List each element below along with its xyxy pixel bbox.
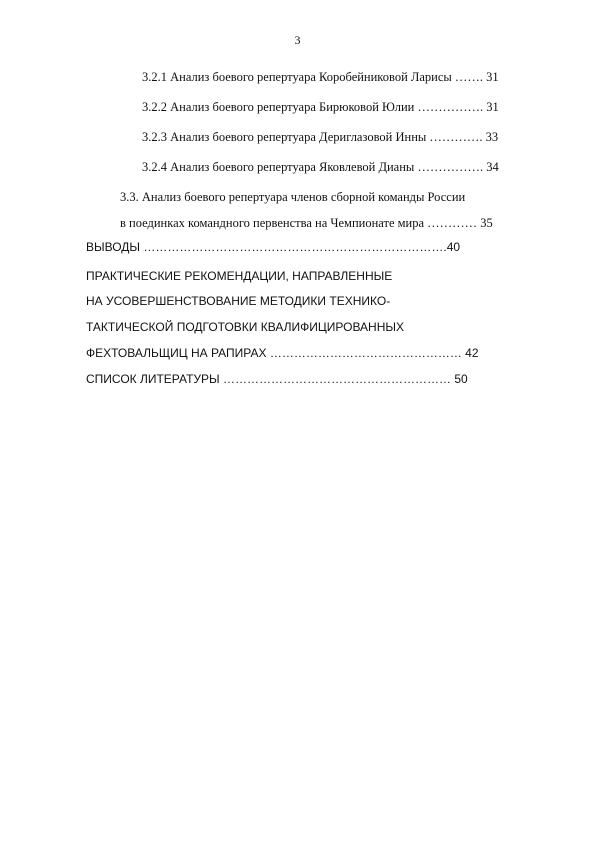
toc-entry-recommendations-line1: ПРАКТИЧЕСКИЕ РЕКОМЕНДАЦИИ, НАПРАВЛЕННЫЕ xyxy=(86,269,393,283)
toc-entry-recommendations-line2: НА УСОВЕРШЕНСТВОВАНИЕ МЕТОДИКИ ТЕХНИКО- xyxy=(86,294,391,308)
toc-entry-3-3-line1: 3.3. Анализ боевого репертуара членов сборной команды России xyxy=(120,190,466,204)
toc-entry-recommendations-line3: ТАКТИЧЕСКОЙ ПОДГОТОВКИ КВАЛИФИЦИРОВАННЫХ xyxy=(86,320,405,334)
toc-entry-3-3-line2: в поединках командного первенства на Чемпионате мира ………… 35 xyxy=(120,216,493,230)
toc-entry-3-2-4: 3.2.4 Анализ боевого репертуара Яковлевой Дианы ……………. 34 xyxy=(142,160,499,174)
toc-entry-3-2-2: 3.2.2 Анализ боевого репертуара Бирюковой Юлии ……………. 31 xyxy=(142,100,499,114)
toc-entry-references: СПИСОК ЛИТЕРАТУРЫ ………………………………………………… 50 xyxy=(86,372,468,386)
page-number: 3 xyxy=(294,33,301,47)
toc-entry-recommendations-line4: ФЕХТОВАЛЬЩИЦ НА РАПИРАХ ………………………………………… 42 xyxy=(86,346,479,360)
toc-entry-3-2-1: 3.2.1 Анализ боевого репертуара Коробейниковой Ларисы ……. 31 xyxy=(142,70,499,84)
toc-entry-conclusions: ВЫВОДЫ ………………………………………………………………….40 xyxy=(86,240,461,254)
toc-entry-3-2-3: 3.2.3 Анализ боевого репертуара Дериглазовой Инны …………. 33 xyxy=(142,130,499,144)
